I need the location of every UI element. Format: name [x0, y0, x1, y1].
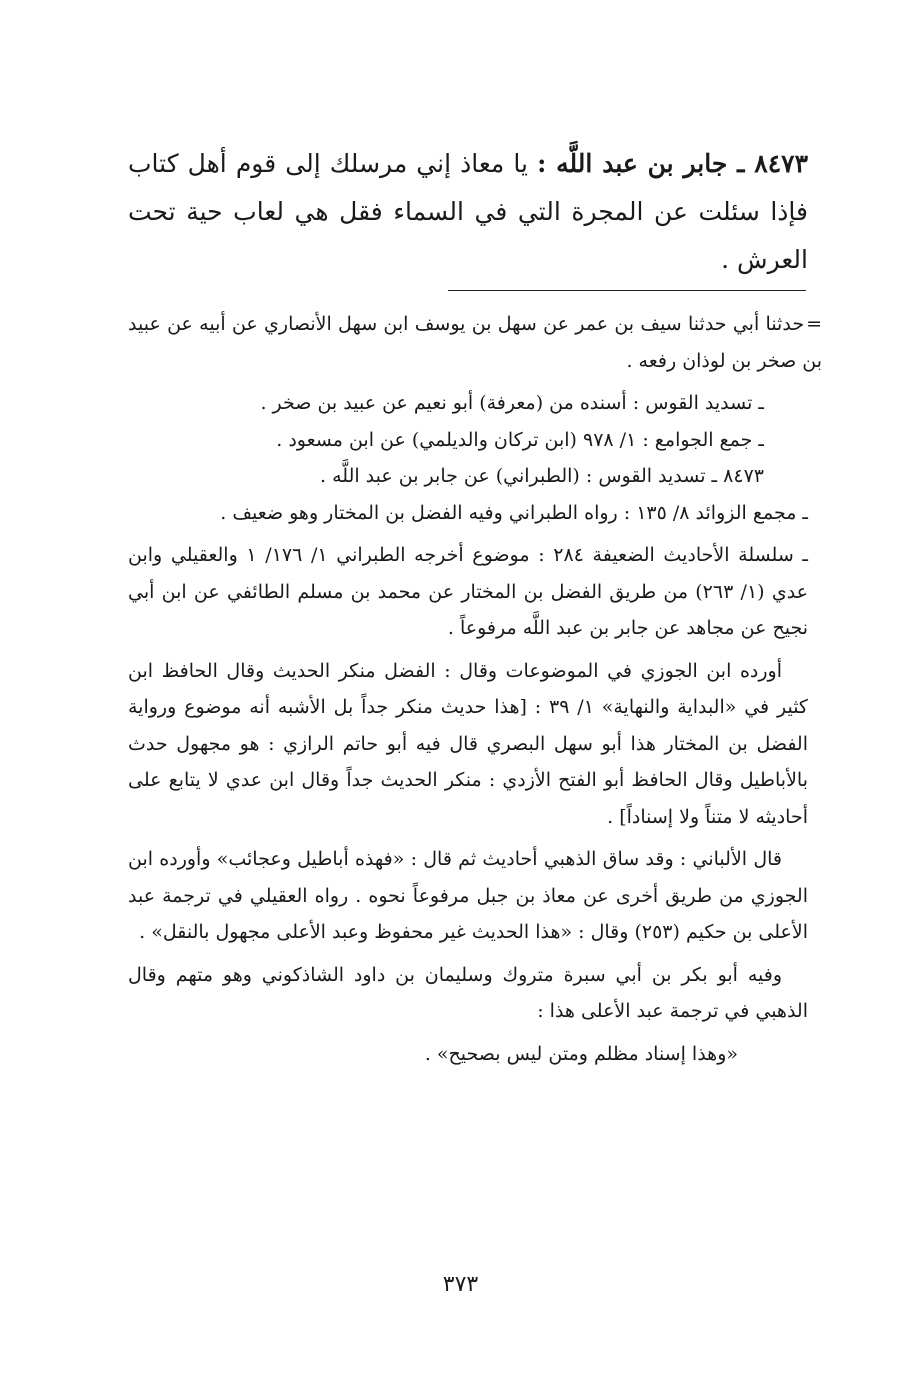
- footnote-separator: [448, 290, 806, 291]
- hadith-entry-number: ٨٤٧٣ ـ جابر بن عبد اللَّه :: [537, 149, 808, 178]
- footnotes: [128, 306, 822, 1072]
- page-number: ٣٧٣: [442, 1272, 479, 1297]
- footnote-majma: ـ مجمع الزوائد ٨/ ١٣٥ : رواه الطبراني وفيه الفضل بن المختار وهو ضعيف .: [220, 501, 808, 524]
- footnote-tasdid-2: ٨٤٧٣ ـ تسديد القوس : (الطبراني) عن جابر بن عبد اللَّه .: [320, 465, 764, 487]
- continuation-text: حدثنا أبي حدثنا سيف بن عمر عن سهل بن يوسف ابن سهل الأنصاري عن أبيه عن عبيد بن صخر بن لوذان رفعه .: [128, 313, 822, 372]
- footnote-albani: قال الألباني : وقد ساق الذهبي أحاديث ثم قال : «فهذه أباطيل وعجائب» وأورده ابن الجوزي من طريق أخرى عن معاذ بن جبل مرفوعاً نحوه . رواه العقيلي في ترجمة عبد الأعلى بن حكيم (٢٥٣) وقال : «هذا الحديث غير محفوظ وعبد الأعلى مجهول بالنقل» .: [128, 848, 808, 943]
- hadith-entry: [128, 140, 808, 284]
- footnote-continuation: [128, 306, 822, 379]
- footnote-jam-al-jawami: ـ جمع الجوامع : ١/ ٩٧٨ (ابن تركان والديلمي) عن ابن مسعود .: [276, 428, 764, 451]
- continuation-marker: =: [806, 313, 822, 335]
- footnote-ibn-jawzi: أورده ابن الجوزي في الموضوعات وقال : الفضل منكر الحديث وقال الحافظ ابن كثير في «البداية والنهاية» ١/ ٣٩ : [هذا حديث منكر جداً بل الأشبه أنه موضوع ورواية الفضل بن المختار هذا أبو سهل البصري قال فيه أبو حاتم الرازي : هو مجهول حدث بالأباطيل وقال الحافظ أبو الفتح الأزدي : منكر الحديث جداً وقال ابن عدي لا يتابع على أحاديثه لا متناً ولا إسناداً] .: [128, 659, 808, 828]
- footnote-abu-bakr: وفيه أبو بكر بن أبي سبرة متروك وسليمان بن داود الشاذكوني وهو متهم وقال الذهبي في ترجمة عبد الأعلى هذا :: [128, 963, 808, 1022]
- hadith-entry-text: يا معاذ إني مرسلك إلى قوم أهل كتاب فإذا سئلت عن المجرة التي في السماء فقل هي لعاب حية تحت العرش .: [128, 149, 808, 274]
- footnote-tasdid-1: ـ تسديد القوس : أسنده من (معرفة) أبو نعيم عن عبيد بن صخر .: [260, 392, 764, 414]
- footnote-quote: «وهذا إسناد مظلم ومتن ليس بصحيح» .: [424, 1042, 738, 1065]
- footnote-silsila: ـ سلسلة الأحاديث الضعيفة ٢٨٤ : موضوع أخرجه الطبراني ١/ ١٧٦/ ١ والعقيلي وابن عدي (١/ ٢٦٣) من طريق الفضل بن المختار عن محمد بن مسلم الطائفي عن ابن أبي نجيح عن مجاهد عن جابر بن عبد اللَّه مرفوعاً .: [128, 544, 809, 639]
